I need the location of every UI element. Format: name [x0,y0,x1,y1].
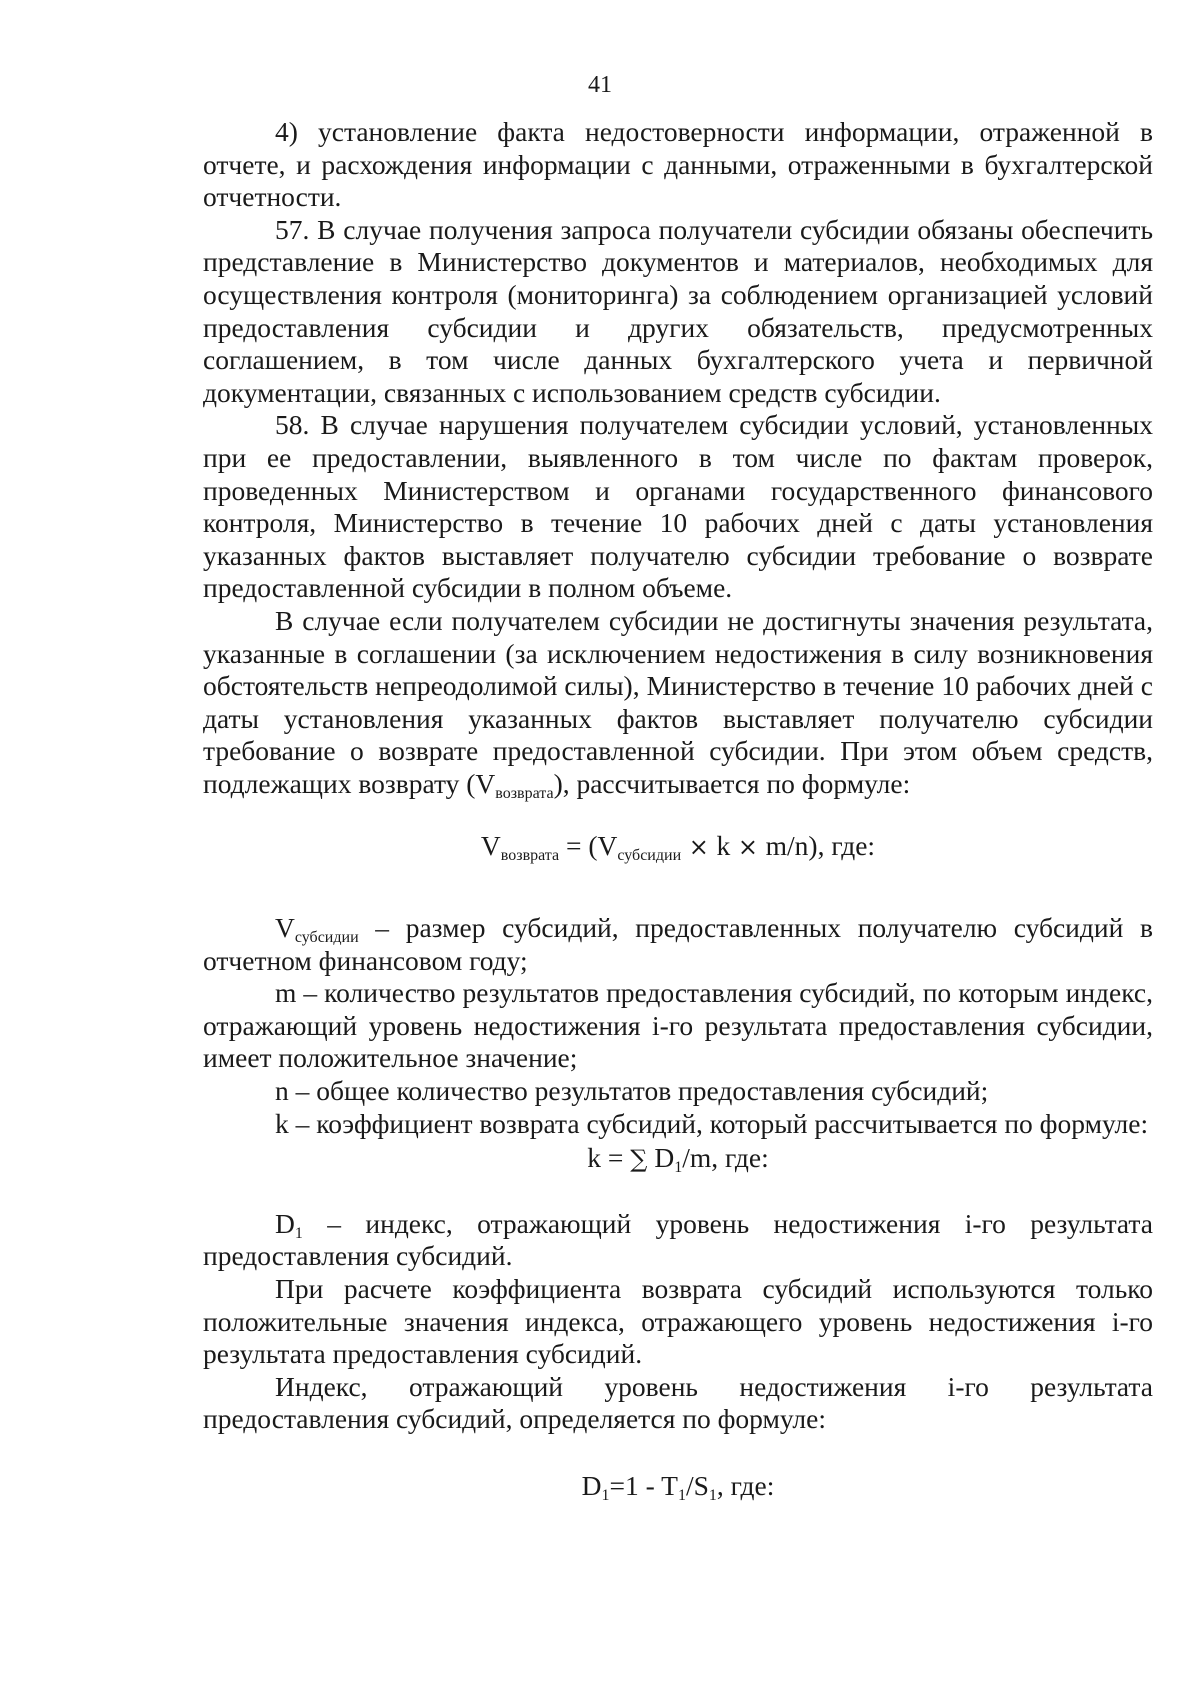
page-number: 41 [588,72,612,98]
subscript: субсидии [294,929,359,947]
subscript: возврата [495,784,554,802]
formula-part: V [480,830,501,862]
formula-part: =1 - T [609,1469,678,1501]
definition-v-subsidy [203,912,1153,977]
formula-part: /m, где: [682,1142,769,1174]
document-body [203,116,1153,1503]
paragraph-text: ), рассчитывается по формуле: [553,767,911,799]
definition-d [203,1208,1153,1273]
paragraph-item-4: 4) установление факта недостоверности информации, отраженной в отчете, и расхождения информации с данными, отраженными в бухгалтерской отчетности. [203,116,1153,213]
paragraph-57: 57. В случае получения запроса получатели субсидии обязаны обеспечить представление в Министерство документов и материалов, необходимых для осуществления контроля (мониторинга) за соблюдением организацией условий предоставления субсидии и других обязательств, предусмотренных соглашением, в том числе данных бухгалтерского учета и первичной документации, связанных с использованием средств субсидии. [203,213,1153,408]
formula-subscript: 1 [677,1486,686,1504]
paragraph-result-not-achieved [203,605,1153,801]
paragraph-58: 58. В случае нарушения получателем субсидии условий, установленных при ее предоставлении, выявленного в том числе по фактам проверок, проведенных Министерством и органами государственного финансового контроля, Министерство в течение 10 рабочих дней с даты установления указанных фактов выставляет получателю субсидии требование о возврате предоставленной субсидии в полном объеме. [203,409,1153,604]
definition-text: – размер субсидий, предоставленных получателю субсидий в отчетном финансовом году; [203,912,1153,976]
definition-variable: D [275,1207,295,1239]
formula-subscript: субсидии [617,847,682,865]
formula-k-coefficient [203,1142,1153,1176]
formula-subscript: возврата [500,847,560,865]
sum-sign: ∑ [630,1145,648,1174]
formula-part: k = [587,1142,631,1174]
formula-part: m/n), где: [765,830,876,862]
definition-k: k – коэффициент возврата субсидий, который рассчитывается по формуле: [275,1107,1149,1139]
formula-subscript: 1 [601,1486,610,1504]
formula-return-volume [203,830,1153,864]
paragraph-text: В случае если получателем субсидии не достигнуты значения результата, указанные в соглашении (за исключением недостижения в силу возникновения обстоятельств непреодолимой силы), Министерство в течение 10 рабочих дней с даты установления указанных фактов выставляет получателю субсидии требование о возврате предоставленной субсидии. При этом объем средств, подлежащих возврату (V [203,604,1153,799]
definition-n: n – общее количество результатов предоставления субсидий; [275,1075,989,1107]
formula-part: /S [685,1469,709,1501]
formula-part: D [647,1142,675,1174]
subscript: 1 [294,1224,303,1242]
formula-part: , где: [716,1469,775,1501]
formula-part: k [716,830,731,862]
formula-part: D [581,1469,602,1501]
paragraph-calculation-note: При расчете коэффициента возврата субсидий используются только положительные значения индекса, отражающего уровень недостижения i-го результата предоставления субсидий. [203,1273,1153,1370]
formula-subscript: 1 [674,1159,683,1177]
formula-part: = (V [559,830,618,862]
formula-subscript: 1 [708,1486,717,1504]
definition-m: m – количество результатов предоставления субсидий, по которым индекс, отражающий уровень недостижения i-го результата предоставления субсидии, имеет положительное значение; [203,977,1153,1074]
multiply-sign: × [730,833,766,862]
multiply-sign: × [681,833,717,862]
definition-text: – индекс, отражающий уровень недостижения i-го результата предоставления субсидий. [203,1207,1153,1272]
definition-variable: V [275,912,295,944]
paragraph-index-formula-intro: Индекс, отражающий уровень недостижения i-го результата предоставления субсидий, определяется по формуле: [203,1370,1153,1435]
formula-d-index [203,1470,1153,1503]
